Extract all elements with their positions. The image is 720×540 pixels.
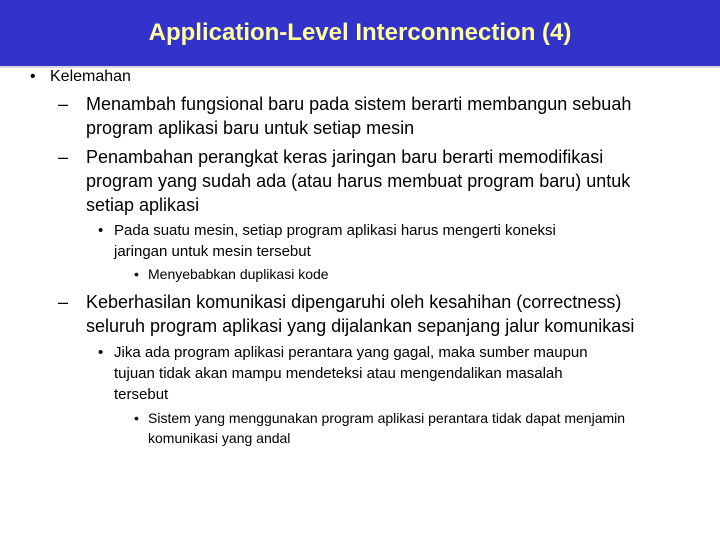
bullet-kelemahan: •: [30, 68, 36, 85]
slide-title: Application-Level Interconnection (4): [148, 19, 572, 46]
dash-bullet-3: –: [58, 292, 69, 312]
item1-line1: Menambah fungsional baru pada sistem berarti membangun sebuah: [86, 94, 632, 114]
heading-kelemahan: Kelemahan: [50, 68, 131, 85]
item3-line2: seluruh program aplikasi yang dijalankan sepanjang jalur komunikasi: [86, 316, 635, 336]
item2-subsub-line1: Menyebabkan duplikasi kode: [148, 266, 329, 282]
bullet-item2-subsub: •: [134, 266, 139, 282]
slide-header: [0, 0, 720, 66]
bullet-item3-sub: •: [98, 344, 104, 361]
item3-sub-line2: tujuan tidak akan mampu mendeteksi atau mengendalikan masalah: [114, 365, 563, 382]
dash-bullet-2: –: [58, 147, 69, 167]
item3-sub-line3: tersebut: [114, 386, 169, 403]
item3-line1: Keberhasilan komunikasi dipengaruhi oleh kesahihan (correctness): [86, 292, 622, 312]
item3-subsub-line2: komunikasi yang andal: [148, 430, 291, 446]
bullet-item3-subsub: •: [134, 410, 139, 426]
item3-sub-line1: Jika ada program aplikasi perantara yang gagal, maka sumber maupun: [114, 344, 588, 361]
item2-sub-line1: Pada suatu mesin, setiap program aplikasi harus mengerti koneksi: [114, 222, 556, 239]
item1-line2: program aplikasi baru untuk setiap mesin: [86, 118, 415, 138]
bullet-item2-sub: •: [98, 222, 104, 239]
dash-bullet-1: –: [58, 94, 69, 114]
item3-subsub-line1: Sistem yang menggunakan program aplikasi perantara tidak dapat menjamin: [148, 410, 626, 426]
item2-sub-line2: jaringan untuk mesin tersebut: [114, 243, 311, 260]
item2-line2: program yang sudah ada (atau harus membuat program baru) untuk: [86, 171, 631, 191]
item2-line3: setiap aplikasi: [86, 195, 200, 215]
item2-line1: Penambahan perangkat keras jaringan baru berarti memodifikasi: [86, 147, 604, 167]
